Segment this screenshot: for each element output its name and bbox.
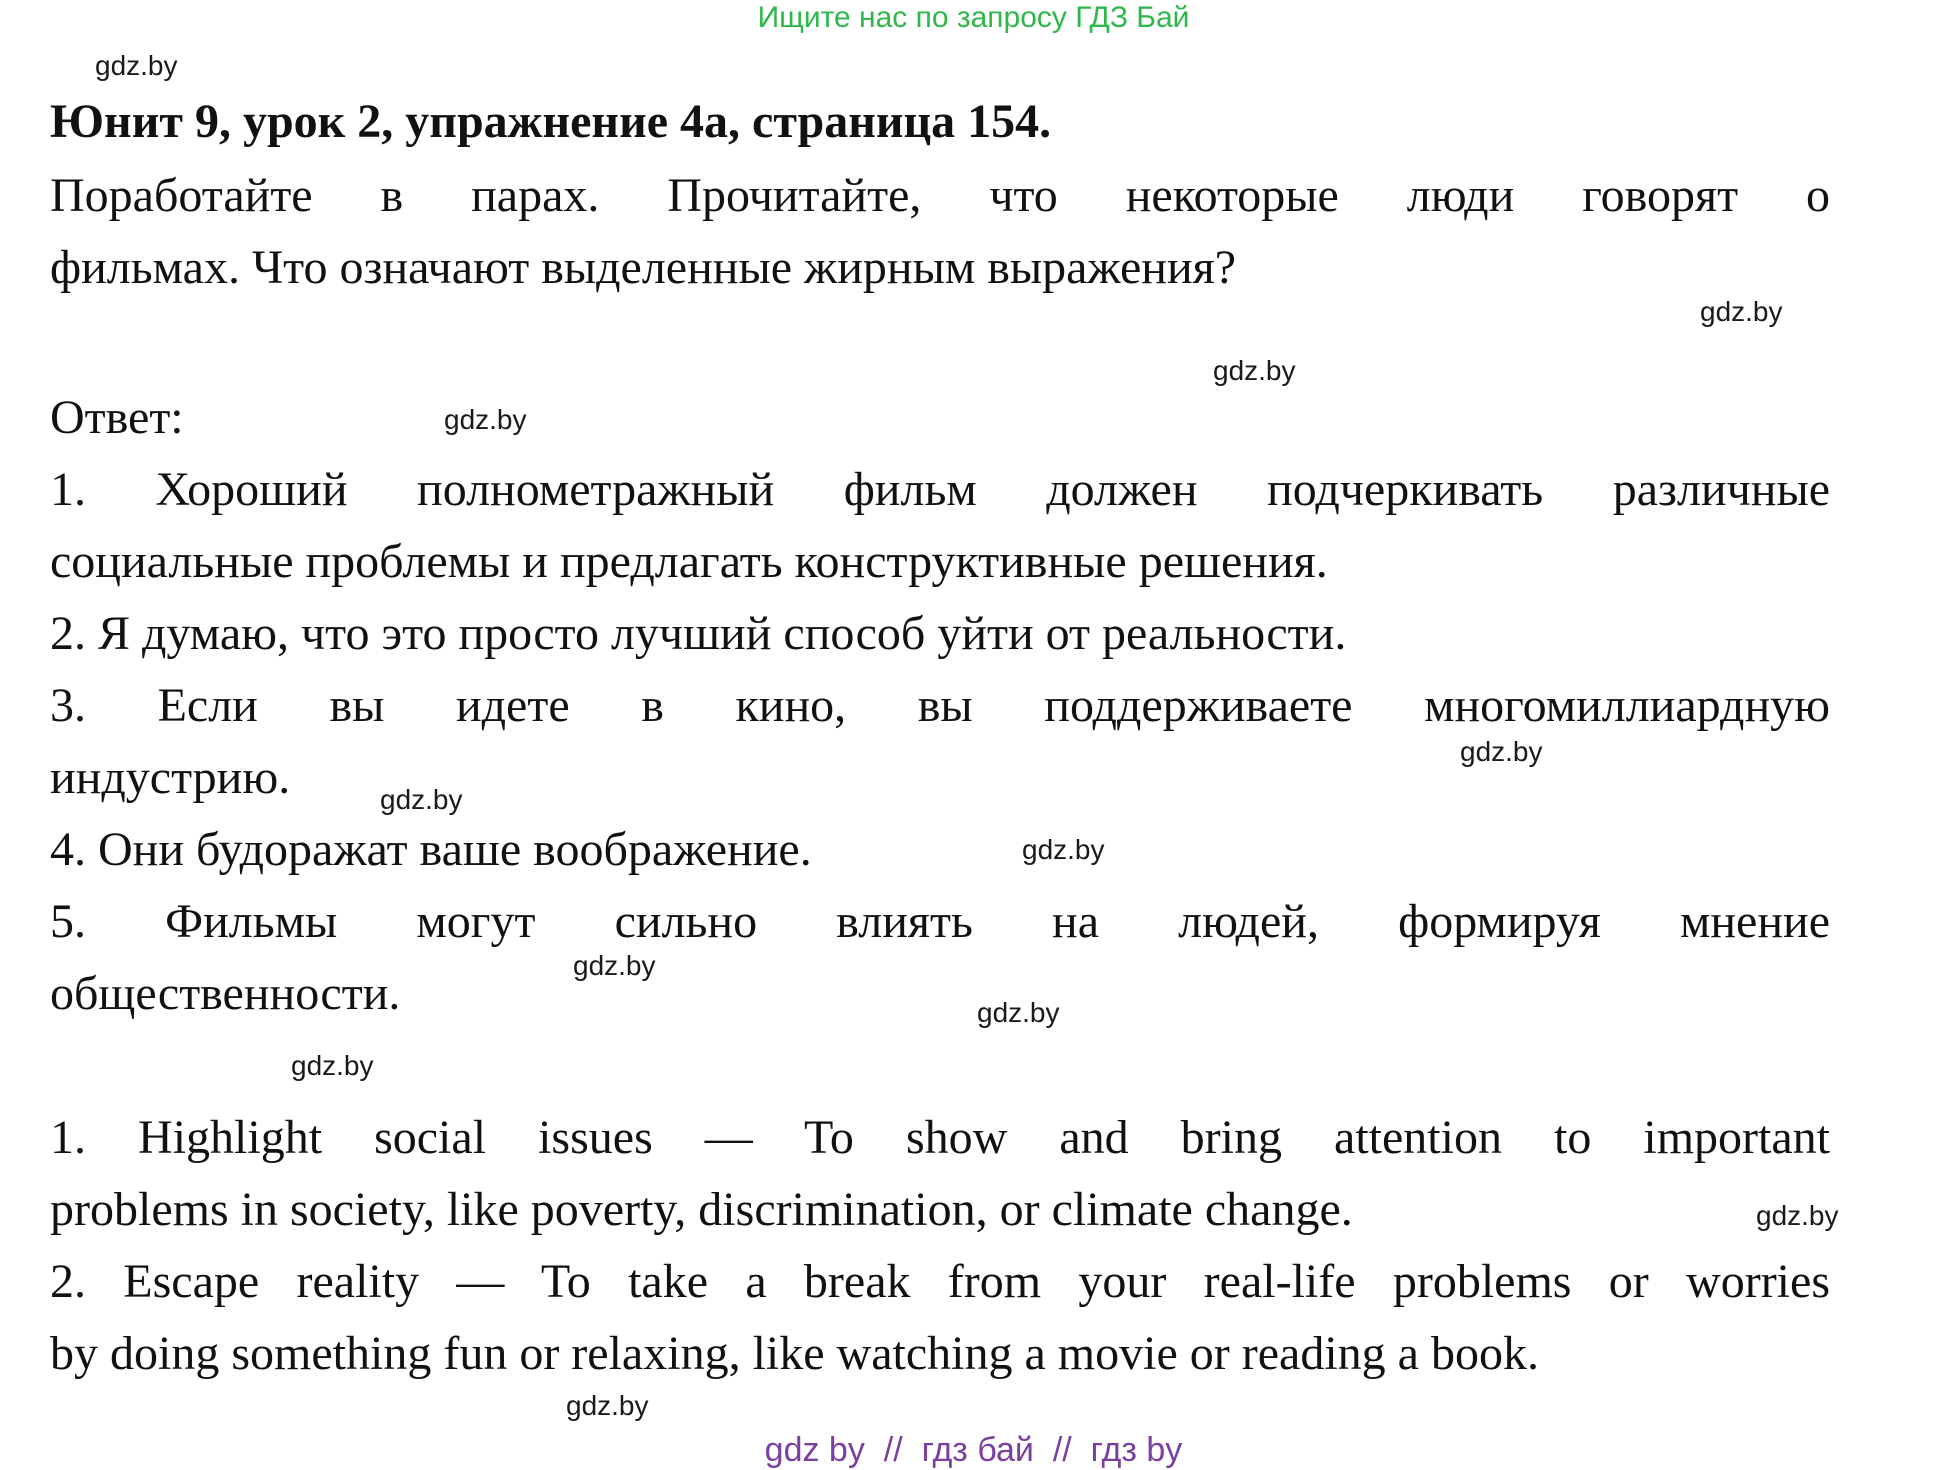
answer-ru-3-line-1: 3. Если вы идете в кино, вы поддерживаете многомиллиардную — [50, 679, 1830, 732]
watermark: gdz.by — [95, 50, 178, 81]
answer-en-1-line-1: 1. Highlight social issues — To show and bring attention to important — [50, 1111, 1830, 1164]
watermark: gdz.by — [1460, 736, 1543, 767]
footer-separator: // — [883, 1431, 903, 1469]
answer-ru-2: 2. Я думаю, что это просто лучший способ уйти от реальности. — [50, 607, 1347, 660]
answer-label: Ответ: — [50, 391, 184, 444]
watermark: gdz.by — [1022, 834, 1105, 865]
footer-separator: // — [1052, 1431, 1072, 1469]
page-title: Юнит 9, урок 2, упражнение 4а, страница 154. — [50, 95, 1052, 148]
watermark: gdz.by — [291, 1050, 374, 1081]
watermark: gdz.by — [444, 404, 527, 435]
answer-en-1-line-2: problems in society, like poverty, discrimination, or climate change. — [50, 1183, 1353, 1236]
watermark: gdz.by — [1700, 296, 1783, 327]
answers-ru — [50, 454, 1830, 1030]
answer-ru-4: 4. Они будоражат ваше воображение. — [50, 823, 812, 876]
watermark: gdz.by — [1213, 355, 1296, 386]
watermark: gdz.by — [380, 784, 463, 815]
answer-en-2-line-2: by doing something fun or relaxing, like watching a movie or reading a book. — [50, 1327, 1539, 1380]
answer-ru-3-line-2: индустрию. — [50, 751, 291, 804]
watermark: gdz.by — [566, 1390, 649, 1421]
answer-ru-1-line-2: социальные проблемы и предлагать конструктивные решения. — [50, 535, 1328, 588]
answer-ru-1-line-1: 1. Хороший полнометражный фильм должен подчеркивать различные — [50, 463, 1830, 516]
answer-ru-5-line-2: общественности. — [50, 967, 401, 1020]
footer-link-gdz-by[interactable]: gdz by — [764, 1431, 865, 1469]
footer-link-gdz-by-cyr[interactable]: гдз by — [1090, 1431, 1183, 1469]
watermark: gdz.by — [1756, 1200, 1839, 1231]
top-banner: Ищите нас по запросу ГДЗ Бай — [757, 1, 1190, 34]
task-line-1: Поработайте в парах. Прочитайте, что некоторые люди говорят о — [50, 169, 1830, 222]
answer-en-2-line-1: 2. Escape reality — To take a break from your real-life problems or worries — [50, 1255, 1830, 1308]
task-line-2: фильмах. Что означают выделенные жирным выражения? — [50, 241, 1237, 294]
footer — [0, 1430, 1947, 1470]
watermark: gdz.by — [573, 950, 656, 981]
task-text — [50, 160, 1830, 304]
answer-ru-5-line-1: 5. Фильмы могут сильно влиять на людей, формируя мнение — [50, 895, 1830, 948]
footer-link-gdz-bai[interactable]: гдз бай — [921, 1431, 1034, 1469]
answers-en — [50, 1102, 1830, 1390]
watermark: gdz.by — [977, 997, 1060, 1028]
